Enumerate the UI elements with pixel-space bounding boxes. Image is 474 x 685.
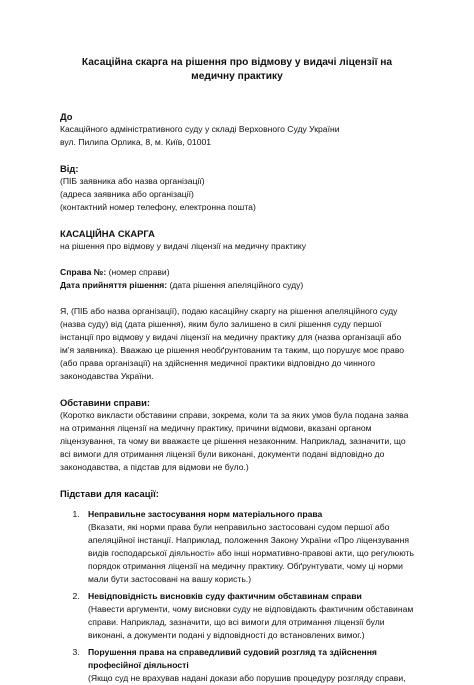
case-number-line xyxy=(60,266,414,279)
sender-address: (адреса заявника або організації) xyxy=(60,189,194,199)
case-number-label: Справа №: xyxy=(60,267,107,277)
decision-date-label: Дата прийняття рішення: xyxy=(60,280,168,290)
grounds-list xyxy=(60,508,414,685)
recipient-block xyxy=(60,110,414,149)
list-item xyxy=(82,508,414,586)
circumstances-text: (Коротко викласти обставини справи, зокрема, коли та за яких умов була подана заява на отримання ліцензії на медичну практику, причини відмови, вказані органом ліцензування, та чому ви вважаєте це рішення незаконним. Наприклад, зазначити, що всі вимоги для отримання ліцензії були виконані, документи подані відповідно до законодавства, а підстав для відмови не було.) xyxy=(60,410,409,472)
grounds-heading: Підстави для касації: xyxy=(60,488,159,499)
recipient-heading: До xyxy=(60,111,73,122)
circumstances-block xyxy=(60,396,414,474)
ground-description: (Вказати, які норми права були неправильно застосовані судом першої або апеляційної інстанції. Наприклад, положення Закону України «Про ліцензування видів господарської діяльності» або інші нормативно-правові акти, що регулюють порядок отримання ліцензії на медичну практику. Обґрунтувати, чому ці норми мали бути застосовані на вашу користь.) xyxy=(88,522,414,584)
circumstances-heading: Обставини справи: xyxy=(60,397,151,408)
decision-date-value: (дата рішення апеляційного суду) xyxy=(167,280,304,290)
case-info xyxy=(60,266,414,292)
ground-description: (Якщо суд не врахував надані докази або порушив процедуру розгляду справи, xyxy=(88,673,406,683)
list-item xyxy=(82,646,414,685)
complaint-header xyxy=(60,227,414,253)
decision-date-line xyxy=(60,279,414,292)
intro-paragraph: Я, (ПІБ або назва організації), подаю касаційну скаргу на рішення апеляційного суду (назва суду) від (дата рішення), яким було залишено в силі рішення суду першої інстанції про відмову у видачі ліцензії на медичну практику для (назва організації або ім'я заявника). Вважаю це рішення необґрунтованим та таким, що порушує моє право (або права організації) на здійснення медичної практики відповідно до чинного законодавства України. xyxy=(60,306,405,381)
document-title: Касаційна скарга на рішення про відмову у видачі ліцензії на медичну практику xyxy=(81,57,393,82)
sender-block xyxy=(60,162,414,214)
sender-contacts: (контактний номер телефону, електронна пошта) xyxy=(60,202,256,212)
recipient-court: Касаційного адміністративного суду у складі Верховного Суду України xyxy=(60,124,340,134)
sender-heading: Від: xyxy=(60,163,79,174)
complaint-subtitle: на рішення про відмову у видачі ліцензії на медичну практику xyxy=(60,241,307,251)
ground-title: 2. Невідповідність висновків суду фактичним обставинам справи xyxy=(88,591,362,601)
ground-title: 3. Порушення права на справедливий судовий розгляд та здійснення професійної діяльності xyxy=(88,647,377,670)
recipient-address: вул. Пилипа Орлика, 8, м. Київ, 01001 xyxy=(60,137,212,147)
list-item xyxy=(82,590,414,642)
ground-title: 1. Неправильне застосування норм матеріального права xyxy=(88,509,323,519)
complaint-heading: КАСАЦІЙНА СКАРГА xyxy=(60,228,155,239)
case-number-value: (номер справи) xyxy=(106,267,170,277)
ground-description: (Навести аргументи, чому висновки суду не відповідають фактичним обставинам справи. Наприклад, зазначити, що всі вимоги для отримання ліцензії були виконані, а документи подані у відповідності до встановлених вимог.) xyxy=(88,604,414,640)
grounds-block xyxy=(60,487,414,685)
sender-name: (ПІБ заявника або назва організації) xyxy=(60,176,205,186)
